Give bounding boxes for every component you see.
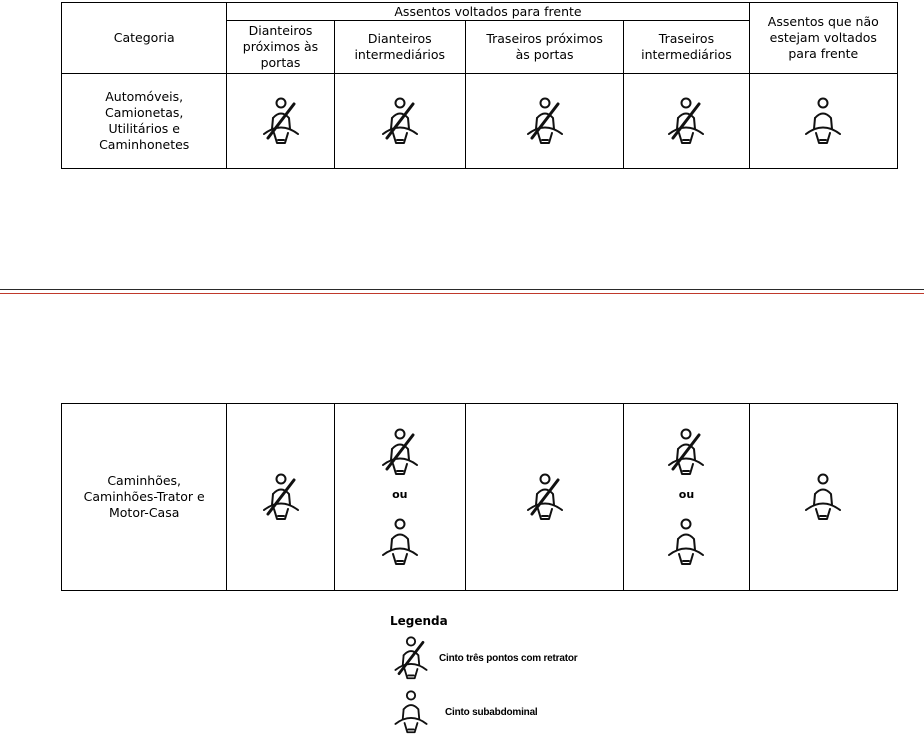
three-point-belt-icon xyxy=(261,96,301,146)
header-forward-seats: Assentos voltados para frente xyxy=(227,3,749,21)
category-trucks: Caminhões, Caminhões-Trator e Motor-Casa xyxy=(62,404,227,591)
legend-label-lap: Cinto subabdominal xyxy=(445,706,538,718)
cell-rear-near-doors xyxy=(465,404,623,591)
three-point-belt-icon xyxy=(525,96,565,146)
lap-belt-icon xyxy=(393,689,429,735)
header-categoria: Categoria xyxy=(62,3,227,74)
legend-item-lap xyxy=(393,689,538,735)
legend xyxy=(390,614,448,628)
legend-item-three-point xyxy=(393,635,577,681)
lap-belt-icon xyxy=(666,517,706,567)
or-label: ou xyxy=(678,488,695,501)
page-break-line-red xyxy=(0,293,924,294)
cell-front-near-doors xyxy=(227,404,334,591)
cell-rear-middle xyxy=(624,404,749,591)
three-point-belt-icon xyxy=(666,96,706,146)
three-point-belt-icon xyxy=(666,427,706,477)
header-front-near-doors: Dianteiros próximos às portas xyxy=(227,21,334,74)
cell-non-forward xyxy=(749,74,897,169)
or-label: ou xyxy=(392,488,408,501)
header-front-middle: Dianteiros intermediários xyxy=(334,21,465,74)
three-point-belt-icon xyxy=(261,472,301,522)
three-point-belt-icon xyxy=(380,96,420,146)
cell-rear-middle xyxy=(624,74,749,169)
three-point-belt-icon xyxy=(393,635,429,681)
cell-front-near-doors xyxy=(227,74,334,169)
cell-non-forward xyxy=(749,404,897,591)
page-break-line xyxy=(0,289,924,290)
seat-belt-table-heavy-vehicles xyxy=(61,403,898,591)
three-point-belt-icon xyxy=(525,472,565,522)
category-cars: Automóveis, Camionetas, Utilitários e Caminhonetes xyxy=(62,74,227,169)
seat-belt-table-light-vehicles xyxy=(61,2,898,169)
three-point-belt-icon xyxy=(380,427,420,477)
legend-title: Legenda xyxy=(390,614,448,628)
lap-belt-icon xyxy=(803,96,843,146)
header-rear-near-doors: Traseiros próximos às portas xyxy=(465,21,623,74)
lap-belt-icon xyxy=(380,517,420,567)
header-non-forward-seats: Assentos que não estejam voltados para frente xyxy=(749,3,897,74)
cell-rear-near-doors xyxy=(465,74,623,169)
lap-belt-icon xyxy=(803,472,843,522)
cell-front-middle xyxy=(334,404,465,591)
legend-label-three-point: Cinto três pontos com retrator xyxy=(439,652,578,664)
cell-front-middle xyxy=(334,74,465,169)
header-rear-middle: Traseiros intermediários xyxy=(624,21,749,74)
